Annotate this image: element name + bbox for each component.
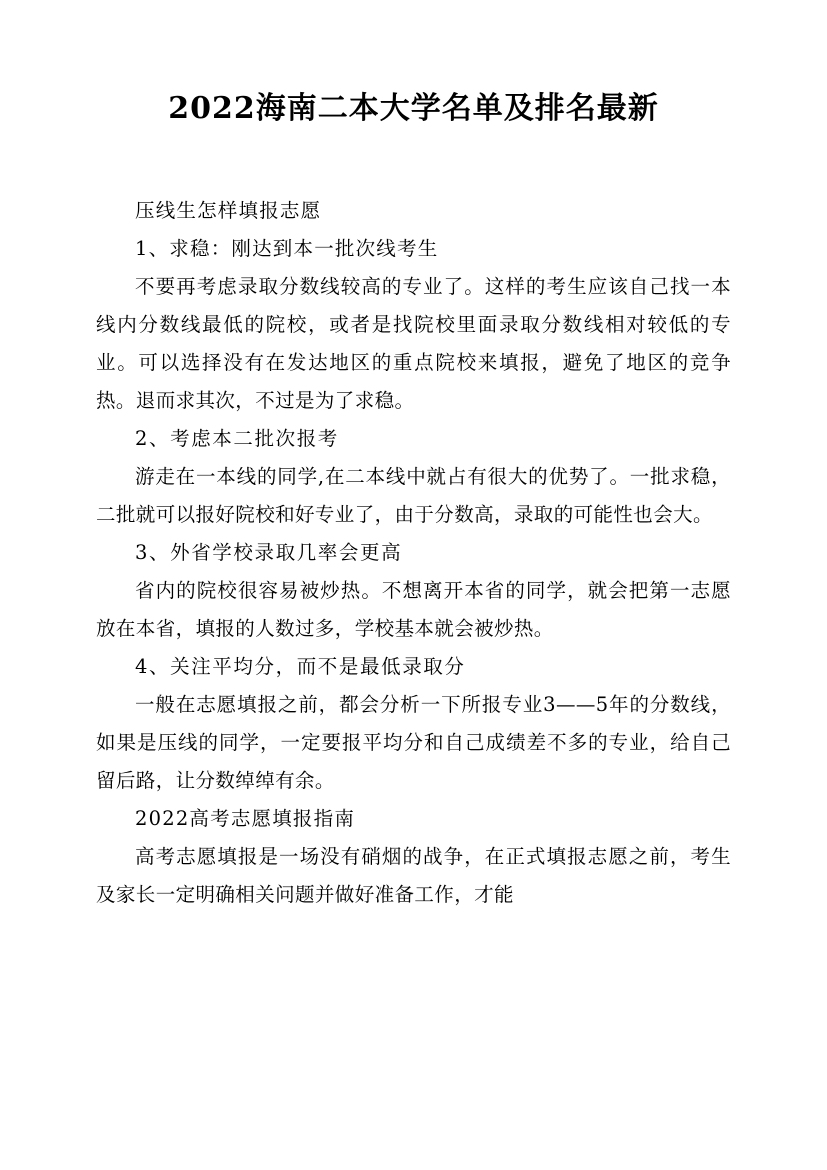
paragraph: 压线生怎样填报志愿 (135, 199, 322, 222)
paragraph: 省内的院校很容易被炒热。不想离开本省的同学，就会把第一志愿放在本省，填报的人数过多，学校基本就会被炒热。 (96, 579, 731, 640)
paragraph: 高考志愿填报是一场没有硝烟的战争，在正式填报志愿之前，考生及家长一定明确相关问题并做好准备工作，才能 (96, 845, 731, 906)
paragraph: 游走在一本线的同学,在二本线中就占有很大的优势了。一批求稳，二批就可以报好院校和好专业了，由于分数高，录取的可能性也会大。 (96, 465, 731, 526)
paragraph: 3、外省学校录取几率会更高 (135, 541, 403, 564)
paragraph: 2022高考志愿填报指南 (135, 807, 356, 830)
paragraph: 1、求稳：刚达到本一批次线考生 (135, 237, 439, 260)
paragraph: 4、关注平均分，而不是最低录取分 (135, 655, 466, 678)
paragraph: 2、考虑本二批次报考 (135, 427, 339, 450)
page-title: 2022海南二本大学名单及排名最新 (168, 91, 659, 126)
document-body (96, 192, 731, 914)
paragraph: 不要再考虑录取分数线较高的专业了。这样的考生应该自己找一本线内分数线最低的院校，或者是找院校里面录取分数线相对较低的专业。可以选择没有在发达地区的重点院校来填报，避免了地区的竞争热。退而求其次，不过是为了求稳。 (96, 275, 731, 412)
paragraph: 一般在志愿填报之前，都会分析一下所报专业3——5年的分数线，如果是压线的同学，一定要报平均分和自己成绩差不多的专业，给自己留后路，让分数绰绰有余。 (96, 693, 731, 792)
